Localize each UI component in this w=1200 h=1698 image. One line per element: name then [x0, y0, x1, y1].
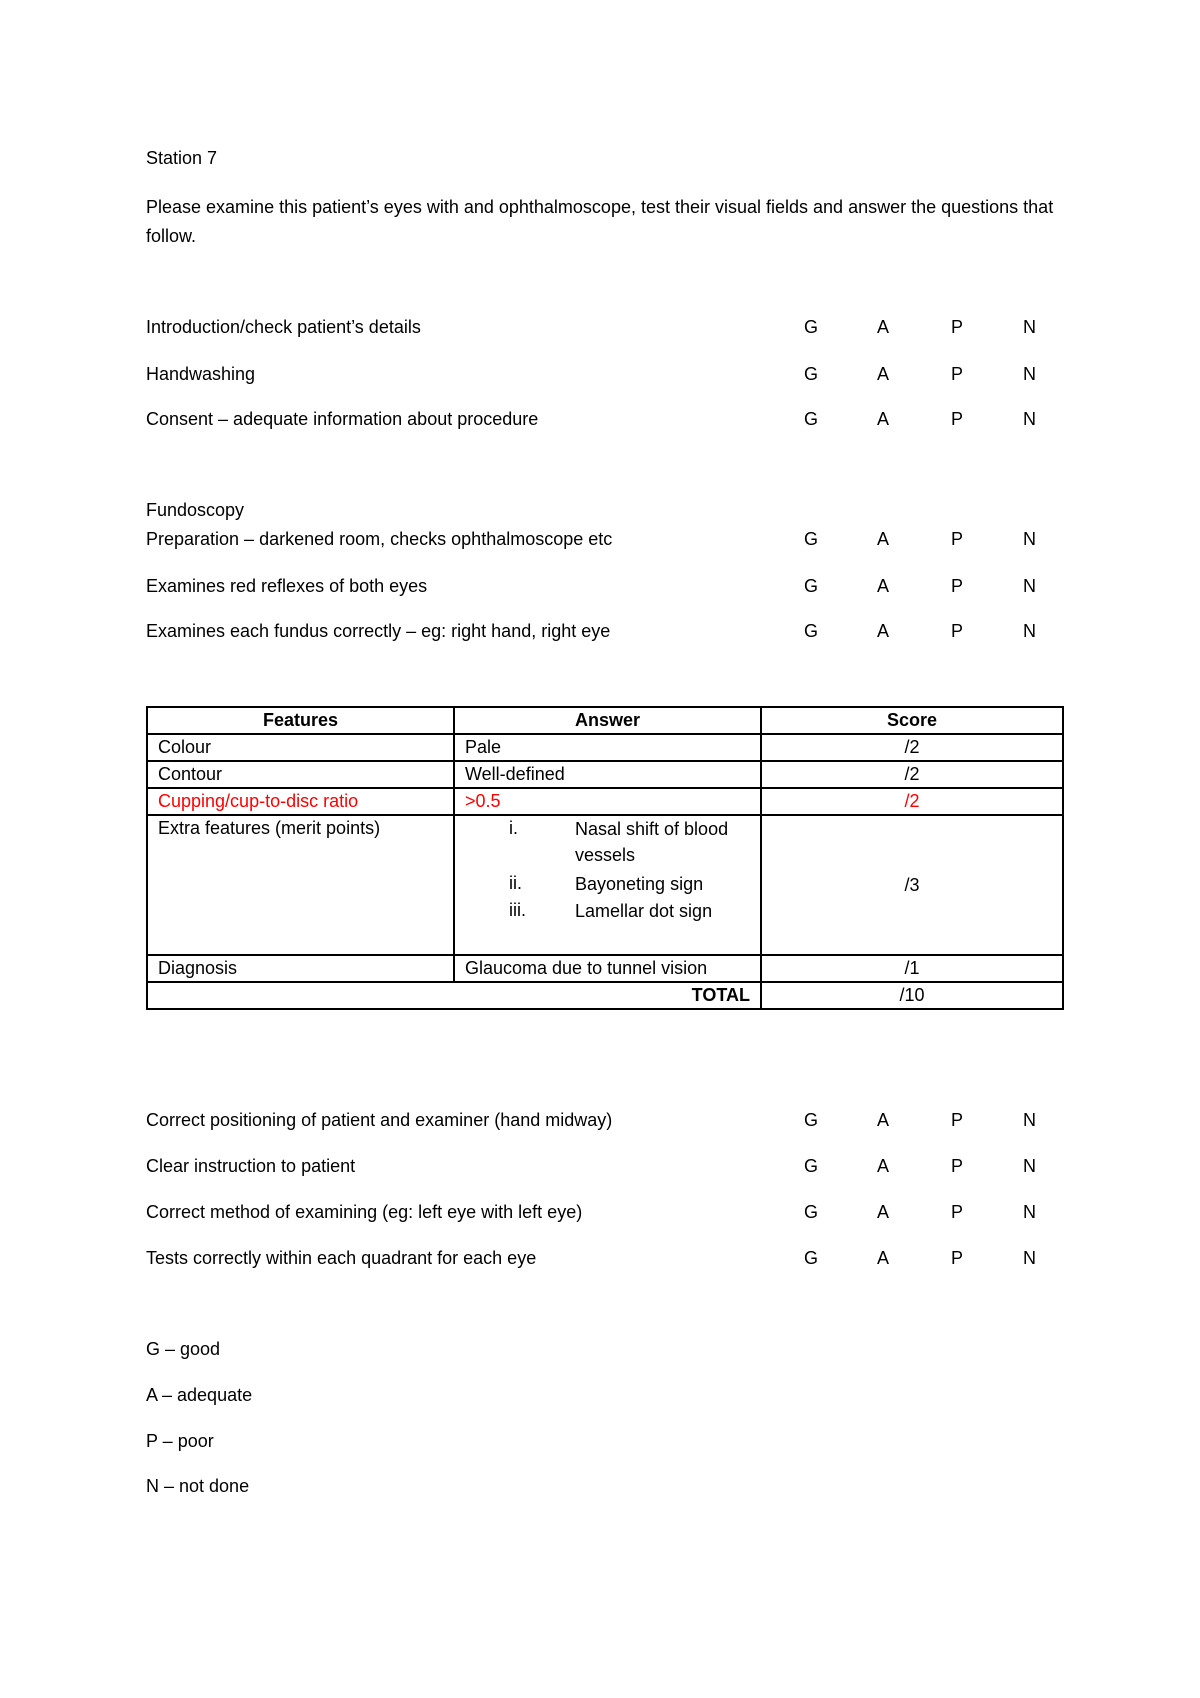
table-row	[147, 815, 1063, 955]
table-row	[147, 734, 1063, 761]
grade-a: A	[877, 576, 890, 596]
table-row	[147, 761, 1063, 788]
grade-g: G	[804, 317, 819, 337]
answer-cell: >0.5	[454, 788, 761, 815]
feature-cell: Diagnosis	[147, 955, 454, 982]
grade-p: P	[951, 621, 964, 641]
grade-a: A	[877, 409, 890, 429]
checklist-row	[146, 529, 1066, 553]
grade-g: G	[804, 1202, 819, 1222]
grade-n: N	[1023, 1156, 1036, 1176]
checklist-row	[146, 621, 1066, 645]
list-item: Nasal shift of blood vessels	[575, 819, 729, 865]
feature-cell: Contour	[147, 761, 454, 788]
features-table	[146, 706, 1064, 1010]
grade-n: N	[1023, 409, 1036, 429]
fundoscopy-heading: Fundoscopy	[146, 500, 245, 520]
grade-a: A	[877, 364, 890, 384]
header-score: Score	[761, 707, 1063, 734]
score-cell: /2	[761, 734, 1063, 761]
grade-n: N	[1023, 576, 1036, 596]
grade-g: G	[804, 529, 819, 549]
grade-a: A	[877, 529, 890, 549]
grade-g: G	[804, 1156, 819, 1176]
grade-n: N	[1023, 529, 1036, 549]
checklist-label: Clear instruction to patient	[146, 1156, 356, 1176]
list-item: Bayoneting sign	[575, 874, 704, 894]
checklist-row	[146, 1156, 1066, 1180]
checklist-label: Handwashing	[146, 364, 256, 384]
checklist-row	[146, 409, 1066, 433]
grade-a: A	[877, 317, 890, 337]
total-label: TOTAL	[147, 982, 761, 1009]
grade-g: G	[804, 1110, 819, 1130]
checklist-label: Tests correctly within each quadrant for each eye	[146, 1248, 537, 1268]
grade-p: P	[951, 364, 964, 384]
score-cell: /3	[761, 815, 1063, 955]
checklist-label: Preparation – darkened room, checks ophthalmoscope etc	[146, 529, 613, 549]
grade-a: A	[877, 1110, 890, 1130]
feature-cell: Cupping/cup-to-disc ratio	[147, 788, 454, 815]
answer-cell: Well-defined	[454, 761, 761, 788]
checklist-label: Examines red reflexes of both eyes	[146, 576, 428, 596]
list-item-number: ii.	[509, 873, 522, 893]
grade-p: P	[951, 317, 964, 337]
list-item-number: iii.	[509, 900, 526, 920]
grade-a: A	[877, 1248, 890, 1268]
checklist-row	[146, 576, 1066, 600]
grade-g: G	[804, 409, 819, 429]
list-item-number: i.	[509, 818, 518, 838]
grade-n: N	[1023, 1202, 1036, 1222]
legend-item: N – not done	[146, 1476, 250, 1496]
score-cell: /2	[761, 761, 1063, 788]
grade-p: P	[951, 1110, 964, 1130]
checklist-label: Correct method of examining (eg: left eye with left eye)	[146, 1202, 583, 1222]
list-item: Lamellar dot sign	[575, 901, 713, 921]
table-row	[147, 955, 1063, 982]
grade-n: N	[1023, 1110, 1036, 1130]
score-cell: /1	[761, 955, 1063, 982]
checklist-label: Correct positioning of patient and examiner (hand midway)	[146, 1110, 613, 1130]
station-title: Station 7	[146, 148, 218, 168]
grade-a: A	[877, 621, 890, 641]
extra-features-list	[465, 816, 750, 954]
grade-n: N	[1023, 364, 1036, 384]
checklist-row	[146, 1248, 1066, 1272]
header-answer: Answer	[454, 707, 761, 734]
grade-p: P	[951, 1156, 964, 1176]
answer-cell	[454, 815, 761, 955]
legend-item: G – good	[146, 1339, 221, 1359]
grade-p: P	[951, 409, 964, 429]
grade-g: G	[804, 1248, 819, 1268]
grade-p: P	[951, 529, 964, 549]
feature-cell: Colour	[147, 734, 454, 761]
grade-g: G	[804, 576, 819, 596]
grade-n: N	[1023, 317, 1036, 337]
feature-cell: Extra features (merit points)	[147, 815, 454, 955]
legend-item: P – poor	[146, 1431, 214, 1451]
checklist-label: Examines each fundus correctly – eg: right hand, right eye	[146, 621, 611, 641]
legend-item: A – adequate	[146, 1385, 253, 1405]
checklist-row	[146, 317, 1066, 341]
answer-cell: Glaucoma due to tunnel vision	[454, 955, 761, 982]
header-features: Features	[147, 707, 454, 734]
total-score: /10	[761, 982, 1063, 1009]
checklist-row	[146, 1110, 1066, 1134]
grade-g: G	[804, 621, 819, 641]
grade-p: P	[951, 576, 964, 596]
checklist-row	[146, 1202, 1066, 1226]
grade-p: P	[951, 1248, 964, 1268]
instructions-text: Please examine this patient’s eyes with and ophthalmoscope, test their visual fields and answer the questions that follow.	[146, 197, 1054, 246]
grade-n: N	[1023, 1248, 1036, 1268]
checklist-label: Introduction/check patient’s details	[146, 317, 421, 337]
checklist-label: Consent – adequate information about procedure	[146, 409, 539, 429]
table-row	[147, 788, 1063, 815]
grade-g: G	[804, 364, 819, 384]
table-total-row	[147, 982, 1063, 1009]
answer-cell: Pale	[454, 734, 761, 761]
table-header-row	[147, 707, 1063, 734]
grade-n: N	[1023, 621, 1036, 641]
grade-a: A	[877, 1202, 890, 1222]
score-cell: /2	[761, 788, 1063, 815]
grade-a: A	[877, 1156, 890, 1176]
grade-p: P	[951, 1202, 964, 1222]
checklist-row	[146, 364, 1066, 388]
